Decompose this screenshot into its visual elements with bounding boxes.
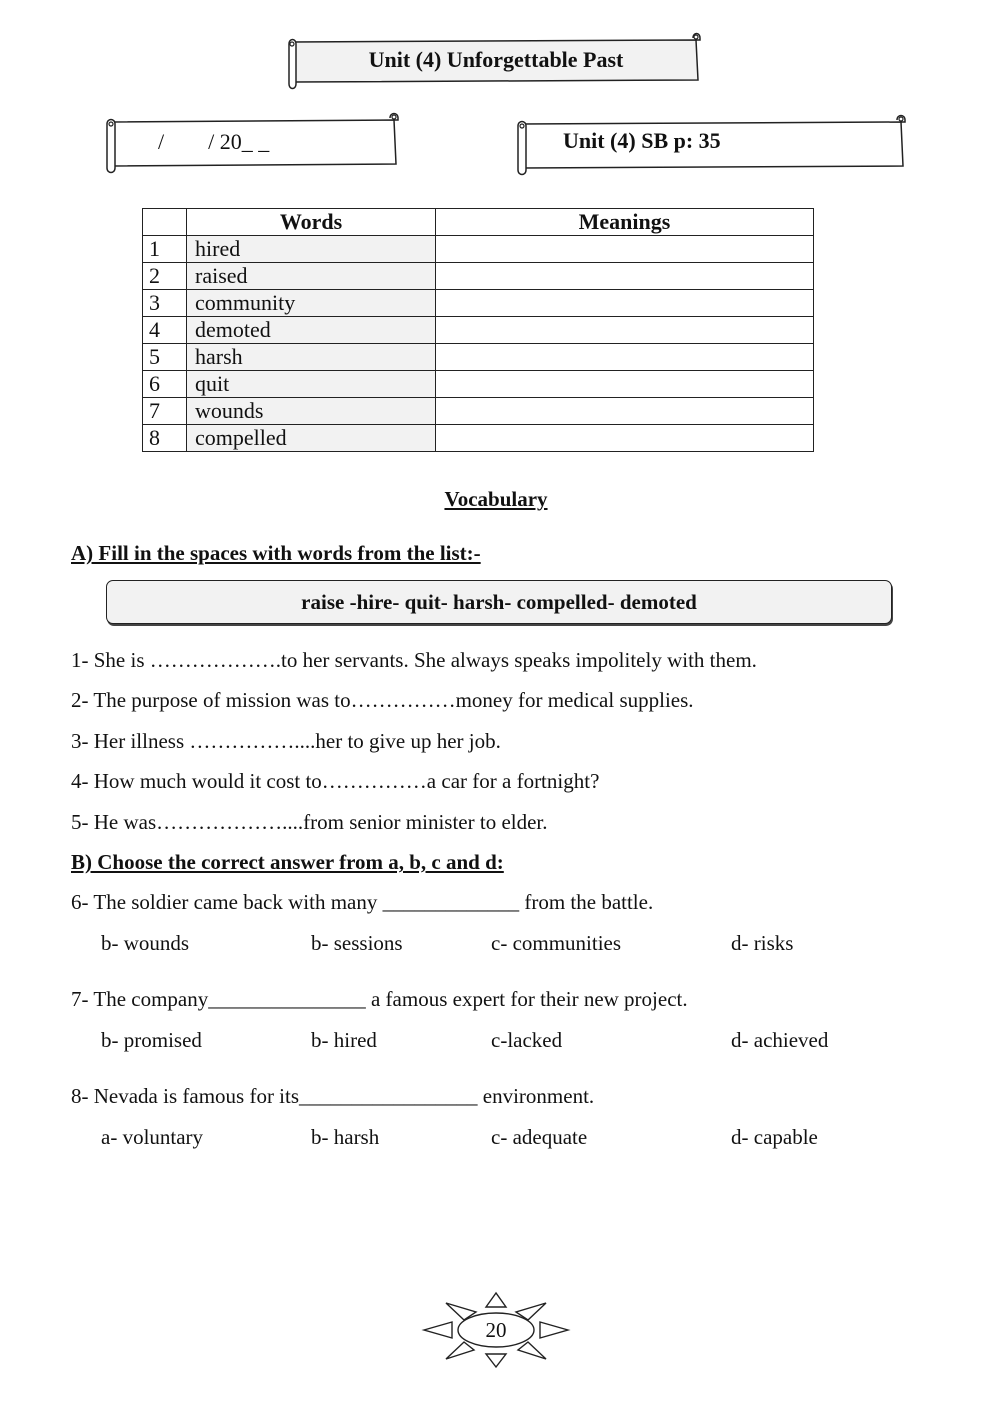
option-a[interactable]: b- wounds xyxy=(101,931,190,955)
option-b[interactable]: b- hired xyxy=(311,1028,377,1052)
table-row xyxy=(143,317,814,344)
row-number: 7 xyxy=(143,398,187,425)
column-header-meanings: Meanings xyxy=(436,209,814,236)
meaning-cell[interactable] xyxy=(436,398,814,425)
question-7: 7- The company_______________ a famous expert for their new project. xyxy=(71,987,688,1011)
word-cell: harsh xyxy=(187,344,436,371)
word-cell: demoted xyxy=(187,317,436,344)
option-b[interactable]: b- sessions xyxy=(311,931,403,955)
table-header-row xyxy=(143,209,814,236)
meaning-cell[interactable] xyxy=(436,290,814,317)
word-list-box: raise -hire- quit- harsh- compelled- demoted xyxy=(106,580,892,624)
word-cell: quit xyxy=(187,371,436,398)
option-d[interactable]: d- risks xyxy=(731,931,794,955)
question-8: 8- Nevada is famous for its_________________ environment. xyxy=(71,1084,595,1108)
word-cell: community xyxy=(187,290,436,317)
column-header-number xyxy=(143,209,187,236)
vocabulary-heading: Vocabulary xyxy=(444,487,548,511)
column-header-words: Words xyxy=(187,209,436,236)
row-number: 3 xyxy=(143,290,187,317)
question-4: 4- How much would it cost to……………a car for a fortnight? xyxy=(71,769,600,793)
word-cell: compelled xyxy=(187,425,436,452)
question-2: 2- The purpose of mission was to……………money for medical supplies. xyxy=(71,688,694,712)
question-6: 6- The soldier came back with many _____________ from the battle. xyxy=(71,890,654,914)
word-cell: wounds xyxy=(187,398,436,425)
meaning-cell[interactable] xyxy=(436,317,814,344)
row-number: 4 xyxy=(143,317,187,344)
option-d[interactable]: d- achieved xyxy=(731,1028,829,1052)
question-3: 3- Her illness ……………....her to give up her job. xyxy=(71,729,501,753)
table-row xyxy=(143,344,814,371)
table-row xyxy=(143,371,814,398)
question-5: 5- He was………………....from senior minister to elder. xyxy=(71,810,548,834)
table-row xyxy=(143,236,814,263)
row-number: 5 xyxy=(143,344,187,371)
worksheet-title: Unit (4) Unforgettable Past xyxy=(368,47,624,72)
reference-banner xyxy=(515,114,905,176)
option-c[interactable]: c- communities xyxy=(491,931,622,955)
table-row xyxy=(143,290,814,317)
date-banner xyxy=(104,112,398,174)
question-1: 1- She is ……………….to her servants. She always speaks impolitely with them. xyxy=(71,648,757,672)
table-row xyxy=(143,425,814,452)
title-banner xyxy=(286,32,700,88)
meaning-cell[interactable] xyxy=(436,425,814,452)
option-c[interactable]: c-lacked xyxy=(491,1028,563,1052)
option-d[interactable]: d- capable xyxy=(731,1125,818,1149)
row-number: 6 xyxy=(143,371,187,398)
table-row xyxy=(143,263,814,290)
date-field[interactable]: / / 20_ _ xyxy=(158,129,270,154)
page-number: 20 xyxy=(485,1318,507,1342)
section-a-title: A) Fill in the spaces with words from the list:- xyxy=(71,541,481,565)
word-cell: raised xyxy=(187,263,436,290)
option-a[interactable]: a- voluntary xyxy=(101,1125,204,1149)
vocab-table xyxy=(142,208,814,452)
option-a[interactable]: b- promised xyxy=(101,1028,202,1052)
meaning-cell[interactable] xyxy=(436,371,814,398)
meaning-cell[interactable] xyxy=(436,236,814,263)
option-b[interactable]: b- harsh xyxy=(311,1125,380,1149)
page-number-badge xyxy=(418,1288,574,1374)
row-number: 1 xyxy=(143,236,187,263)
row-number: 2 xyxy=(143,263,187,290)
student-book-reference: Unit (4) SB p: 35 xyxy=(563,128,721,153)
section-b-title: B) Choose the correct answer from a, b, c and d: xyxy=(71,850,504,874)
meaning-cell[interactable] xyxy=(436,263,814,290)
option-c[interactable]: c- adequate xyxy=(491,1125,588,1149)
word-cell: hired xyxy=(187,236,436,263)
table-row xyxy=(143,398,814,425)
row-number: 8 xyxy=(143,425,187,452)
meaning-cell[interactable] xyxy=(436,344,814,371)
